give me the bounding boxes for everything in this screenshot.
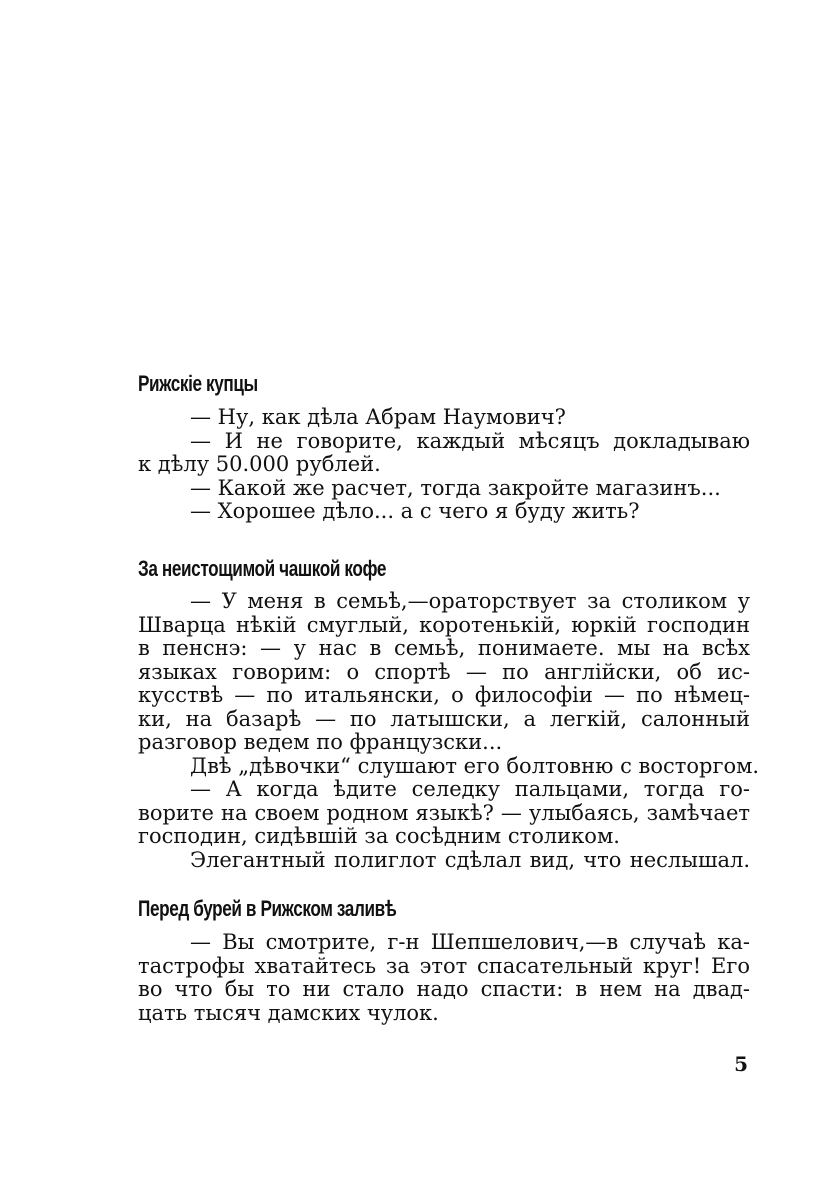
text-line: во что бы то ни стало надо спасти: в нем на двад- (138, 977, 750, 1001)
page-number: 5 (734, 1052, 748, 1076)
text-line: Шварца нѣкій смуглый, коротенькій, юркій господин (138, 612, 750, 637)
section-body-coffee-cup (138, 589, 760, 872)
text-line: Двѣ „дѣвочки“ слушают его болтовню с восторгом. (190, 753, 760, 778)
text-line: разговор ведем по французски... (138, 730, 503, 754)
text-line: языках говорим: о спортѣ — по англійски, об ис- (138, 659, 750, 684)
text-line: — Вы смотрите, г-н Шепшелович,—в случаѣ ка- (190, 930, 750, 954)
section-title-riga-merchants: Рижскіе купцы (138, 371, 258, 396)
text-line: — Какой же расчет, тогда закройте магазинъ... (190, 475, 721, 500)
text-line: — Ну, как дѣла Абрам Наумович? (190, 405, 566, 429)
text-line: Элегантный полиглот сдѣлал вид, что неслышал. (190, 847, 750, 872)
text-line: к дѣлу 50.000 рублей. (138, 452, 381, 476)
text-line: господин, сидѣвшій за сосѣдним столиком. (138, 824, 620, 848)
text-line: тастрофы хватайтесь за этот спасательный круг! Его (138, 953, 750, 978)
text-line: кусствѣ — по итальянски, о философіи — по нѣмец- (138, 683, 750, 707)
section-title-storm-riga-gulf: Перед бурей в Рижском заливѣ (138, 896, 397, 921)
section-title-coffee-cup: За неистощимой чашкой кофе (138, 556, 387, 581)
text-line: цать тысяч дамских чулок. (138, 1000, 439, 1025)
section-body-riga-merchants (138, 406, 750, 524)
text-line: ворите на своем родном языкѣ? — улыбаясь, замѣчает (138, 800, 750, 825)
text-line: в пенснэ: — у нас в семьѣ, понимаете. мы на всѣх (138, 636, 750, 660)
text-line: — А когда ѣдите селедку пальцами, тогда го- (190, 777, 750, 801)
text-line: — У меня в семьѣ,—ораторствует за столиком у (190, 589, 750, 613)
text-line: ки, на базарѣ — по латышски, а легкій, салонный (138, 706, 750, 731)
text-line: — И не говорите, каждый мѣсяцъ докладываю (190, 428, 750, 453)
section-body-storm-riga-gulf (138, 931, 750, 1025)
text-line: — Хорошее дѣло... а с чего я буду жить? (190, 499, 640, 523)
